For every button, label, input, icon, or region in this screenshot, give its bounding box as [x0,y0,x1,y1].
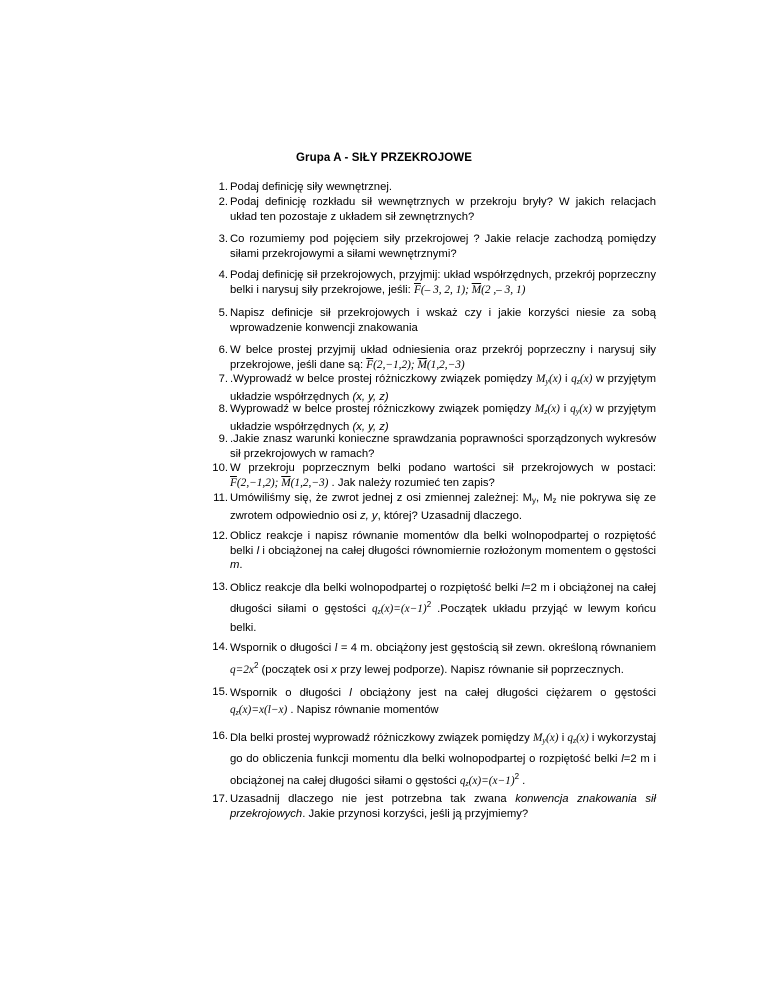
question-14: 14. Wspornik o długości l = 4 m. obciążony jest gęstością sił zewn. określoną równaniem $q=2x^2$ (początek osi x przy lewej podporze). Napisz równanie sił poprzecznych. [212,641,656,676]
question-10: 10. W przekroju poprzecznym belki podano wartości sił przekrojowych w postaci: $\overline{F}(2,-1,2)$; $\overline{M}(1,2,-3)$ . Jak należy rozumieć ten zapis? [212,462,656,489]
question-6: 6. W belce prostej przyjmij układ odniesienia oraz przekrój poprzeczny i narysuj siły przekrojowe, jeśli dane są: $\overline{F}(2,-1,2)$; $\overline{M}(1,2,-3)$ [218,344,656,371]
question-4: 4. Podaj definicję sił przekrojowych, przyjmij: układ współrzędnych, przekrój poprzeczny belki i narysuj siły przekrojowe, jeśli: $\overline{F}(-$ 3, 2, 1); $\overline{M}(2$ ,– 3, 1) [218,269,656,296]
question-8: 8. Wyprowadź w belce prostej różniczkowy związek pomiędzy $M_z(x)$ i $q_y(x)$ w przyjętym układzie współrzędnych (x, y, z) [218,403,656,433]
question-13: 13. Oblicz reakcje dla belki wolnopodpartej o rozpiętość belki l=2 m i obciążonej na całej długości siłami o gęstości $q_z(x)=(x-1)^2$ .Początek układu przyjąć w lewym końcu belki. [212,581,656,634]
question-16: 16. Dla belki prostej wyprowadź różniczkowy związek pomiędzy $M_y(x)$ i $q_z(x)$ i wykorzystaj go do obliczenia funkcji momentu dla belki wolnopodpartej o rozpiętość belki l=2 m i obciążonej na całej długości siłami o gęstości $q_z(x)=(x-1)^2$ . [212,730,657,788]
question-3: 3. Co rozumiemy pod pojęciem siły przekrojowej ? Jakie relacje zachodzą pomiędzy siłami przekrojowymi a siłami wewnętrznymi? [218,233,656,260]
question-12: 12. Oblicz reakcje i napisz równanie momentów dla belki wolnopodpartej o rozpiętość belki l i obciążonej na całej długości równomiernie rozłożonym momentem o gęstości m. [212,530,657,572]
question-5: 5. Napisz definicje sił przekrojowych i wskaż czy i jakie korzyści niesie za sobą wprowadzenie konwencji znakowania [218,307,656,334]
question-7: 7. .Wyprowadź w belce prostej różniczkowy związek pomiędzy $M_y(x)$ i $q_z(x)$ w przyjętym układzie współrzędnych (x, y, z) [218,373,656,403]
question-17: 17. Uzasadnij dlaczego nie jest potrzebna tak zwana konwencja znakowania sił przekrojowych. Jakie przynosi korzyści, jeśli ją przyjmiemy? [212,793,656,820]
question-9: 9. .Jakie znasz warunki konieczne sprawdzania poprawności sporządzonych wykresów sił przekrojowych w ramach? [218,433,656,460]
page-title: Grupa A - SIŁY PRZEKROJOWE [296,152,472,164]
question-15: 15. Wspornik o długości l obciążony jest na całej długości ciężarem o gęstości $q_z(x)=x(l-x)$ . Napisz równanie momentów [212,686,656,717]
question-1: 1. Podaj definicję siły wewnętrznej. [218,181,393,193]
question-2: 2. Podaj definicję rozkładu sił wewnętrznych w przekroju bryły? W jakich relacjach układ ten pozostaje z układem sił zewnętrznych? [218,196,656,223]
question-11: 11. Umówiliśmy się, że zwrot jednej z osi zmiennej zależnej: $M_y$, $M_z$ nie pokrywa się ze zwrotem odpowiednio osi z, y, której? Uzasadnij dlaczego. [213,492,656,522]
